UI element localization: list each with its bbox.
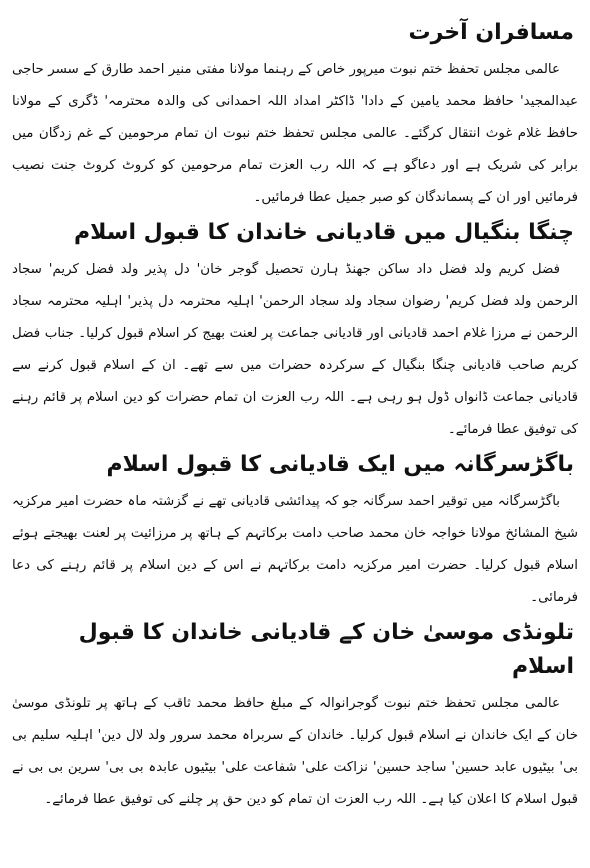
section-chinga-bangial (12, 216, 578, 446)
section-body: عالمی مجلس تحفظ ختم نبوت میرپور خاص کے رہنما مولانا مفتی منیر احمد طارق کے سسر حاجی عبدالمجید' حافظ محمد یامین کے دادا' ڈاکٹر امداد اللہ احمدانی کی والدہ محترمہ' ڈگری کے مولانا حافظ غلام غوث انتقال کرگئے۔ عالمی مجلس تحفظ ختم نبوت ان تمام مرحومین کے غم زدگان میں برابر کی شریک ہے اور دعاگو ہے کہ اللہ رب العزت تمام مرحومین کو کروٹ کروٹ جنت نصیب فرمائیں اور ان کے پسماندگان کو صبر جمیل عطا فرمائیں۔ (12, 62, 578, 205)
section-heading: تلونڈی موسیٰ خان کے قادیانی خاندان کا قبول اسلام (78, 620, 574, 679)
section-body: باگڑسرگانہ میں توقیر احمد سرگانہ جو کہ پیدائشی قادیانی تھے نے گزشتہ ماہ حضرت امیر مرکزیہ شیخ المشائخ مولانا خواجہ خان محمد صاحب دامت برکاتہم کے ہاتھ پر مرزائیت پر لعنت بھیجتے ہوئے اسلام قبول کرلیا۔ حضرت امیر مرکزیہ دامت برکاتہم نے اس کے دین اسلام پر قائم رہنے کی دعا فرمائی۔ (12, 494, 578, 605)
section-obituaries (12, 16, 578, 214)
section-heading: چنگا بنگیال میں قادیانی خاندان کا قبول اسلام (74, 220, 574, 245)
section-talwandi-musa-khan (12, 616, 578, 816)
section-body: فضل کریم ولد فضل داد ساکن جھنڈ ہارن تحصیل گوجر خان' دل پذیر ولد فضل کریم' سجاد الرحمن ولد فضل کریم' رضوان سجاد ولد سجاد الرحمن' اہلیہ محترمہ دل پذیر' اہلیہ محترمہ سجاد الرحمن نے مرزا غلام احمد قادیانی اور قادیانی جماعت پر لعنت بھیج کر اسلام قبول کرلیا۔ جناب فضل کریم صاحب قادیانی چنگا بنگیال کے سرکردہ حضرات میں سے تھے۔ ان کے اسلام قبول کرنے سے قادیانی جماعت ڈانواں ڈول ہو رہی ہے۔ اللہ رب العزت ان تمام حضرات کو دین اسلام پر قائم رہنے کی توفیق عطا فرمائے۔ (12, 262, 578, 437)
section-heading: مسافران آخرت (408, 20, 574, 45)
section-bagar-sargana (12, 448, 578, 614)
section-body: عالمی مجلس تحفظ ختم نبوت گوجرانوالہ کے مبلغ حافظ محمد ثاقب کے ہاتھ پر تلونڈی موسیٰ خان کے ایک خاندان نے اسلام قبول کرلیا۔ خاندان کے سربراہ محمد سرور ولد لال دین' اہلیہ سلیم بی بی' بیٹیوں عابد حسین' ساجد حسین' نزاکت علی' شفاعت علی' بیٹیوں عابدہ بی بی' سرین بی بی نے قبول اسلام کا اعلان کیا ہے۔ اللہ رب العزت ان تمام کو دین حق پر چلنے کی توفیق عطا فرمائے۔ (12, 696, 578, 807)
section-heading: باگڑسرگانہ میں ایک قادیانی کا قبول اسلام (106, 452, 574, 477)
